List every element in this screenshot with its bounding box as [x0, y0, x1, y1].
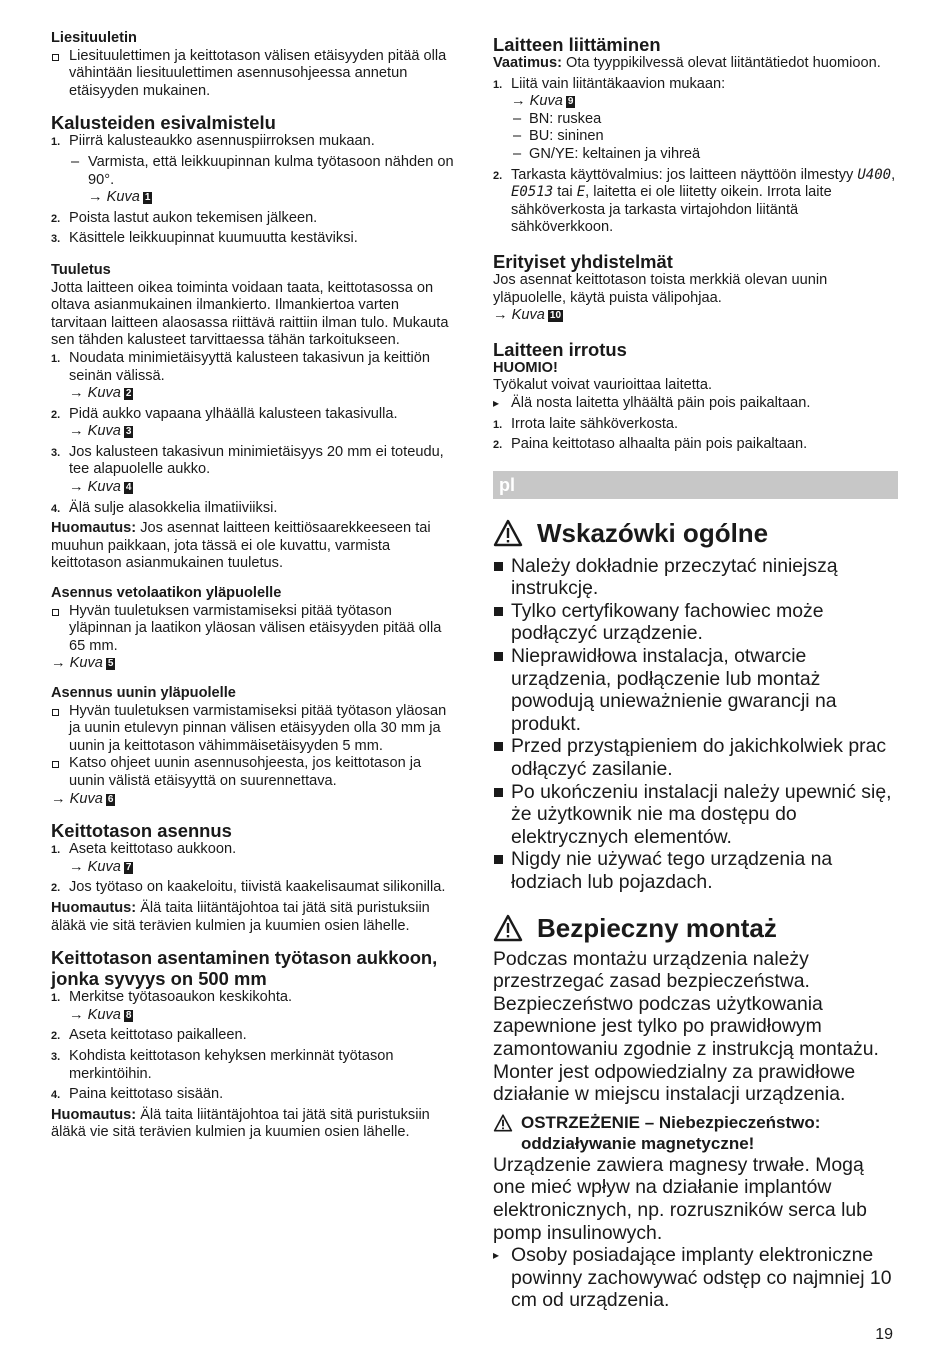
- requirement: Vaatimus: Ota tyyppikilvessä olevat liitäntätiedot huomioon.: [493, 55, 881, 71]
- section-title: Bezpieczny montaż: [493, 912, 898, 944]
- section-title: Laitteen liittäminen: [493, 34, 661, 55]
- list-item: 1. Aseta keittotaso aukkoon.: [51, 841, 237, 858]
- list-item: Hyvän tuuletuksen varmistamiseksi pitää työtason yläpinnan ja laatikon yläosan välisen etäisyyden pitää olla 65 mm.: [51, 603, 456, 656]
- list-item: 2. Tarkasta käyttövalmius: jos laitteen näyttöön ilmestyy U400, E0513 tai E, laitetta ei ole liitetty oikein. Irrota laite sähköverkosta ja tarkasta virtajohdon liitäntä sähköverkkoon.: [493, 166, 896, 236]
- warning-icon: [493, 914, 523, 942]
- list-item: Nigdy nie używać tego urządzenia na łodziach lub pojazdach.: [493, 848, 898, 893]
- action-item: ▸ Osoby posiadające implanty elektroniczne powinny zachowywać odstęp co najmniej 10 cm od urządzenia.: [493, 1244, 898, 1312]
- right-column: [493, 34, 898, 1312]
- section-title: Keittotason asentaminen työtason aukkoon, jonka syvyys on 500 mm: [51, 947, 438, 990]
- paragraph: Podczas montażu urządzenia należy przestrzegać zasad bezpieczeństwa. Bezpieczeństwo podczas użytkowania zapewnione jest tylko po prawidłowym zamontowaniu zgodnie z instrukcją montażu. Monter jest odpowiedzialny za prawidłowe działanie w miejscu instalacji urządzenia.: [493, 947, 879, 1106]
- list-item: Przed przystąpieniem do jakichkolwiek prac odłączyć zasilanie.: [493, 735, 898, 780]
- list-item: 2. Poista lastut aukon tekemisen jälkeen.: [51, 209, 318, 226]
- list-item: 4. Älä sulje alasokkelia ilmatiiviiksi.: [51, 499, 278, 516]
- list-item: 3. Kohdista keittotason kehyksen merkinnät työtason merkintöihin.: [51, 1047, 394, 1082]
- figure-ref: → Kuva 8: [69, 1006, 132, 1023]
- list-item: 3. Jos kalusteen takasivun minimietäisyys 20 mm ei toteudu, tee alapuolelle aukko.: [51, 443, 444, 478]
- action-item: ▸ Älä nosta laitetta ylhäältä päin pois paikaltaan.: [493, 395, 898, 413]
- list-item: Katso ohjeet uunin asennusohjeesta, jos keittotason ja uunin välistä etäisyyttä on suurennettava.: [51, 755, 456, 790]
- note: Huomautus: Jos asennat laitteen keittiösaarekkeeseen tai muuhun paikkaan, jota tässä ei ole kuvattu, varmista keittotason asianmukainen tuuletus.: [51, 520, 431, 572]
- list-item: 1. Irrota laite sähköverkosta.: [493, 415, 679, 432]
- section-title: Tuuletus: [51, 261, 111, 278]
- figure-ref: → Kuva 1: [88, 189, 151, 206]
- paragraph: Jotta laitteen oikea toiminta voidaan taata, keittotasossa on oltava asianmukainen ilmankierto. Ilmankiertoa varten tarvitaan laitteen alaosassa riittävä raittiin ilman tulo. Mukauta sen tähden kalusteet tarvittaessa tähän tarkoitukseen.: [51, 279, 449, 349]
- note: Huomautus: Älä taita liitäntäjohtoa tai jätä sitä puristuksiin äläkä vie sitä terävien kulmien ja kuumien osien lähelle.: [51, 899, 430, 934]
- list-item: 3. Käsittele leikkuupinnat kuumuutta kestäviksi.: [51, 230, 358, 247]
- list-item: – Varmista, että leikkuupinnan kulma työtasoon nähden on 90°.: [51, 154, 456, 189]
- language-bar: pl: [493, 471, 898, 499]
- section-title: Erityiset yhdistelmät: [493, 250, 673, 272]
- figure-ref: → Kuva 5: [51, 655, 114, 672]
- safe-install-section: [493, 948, 898, 1312]
- figure-ref: → Kuva 4: [69, 479, 132, 496]
- warning-icon: [493, 1114, 513, 1132]
- section-title: Wskazówki ogólne: [493, 517, 898, 549]
- list-item: Liesituulettimen ja keittotason välisen etäisyyden pitää olla vähintään liesituulettimen asennusohjeessa annetun etäisyyden mukainen.: [51, 48, 456, 101]
- display-code: U400: [857, 166, 892, 183]
- list-item: 2. Aseta keittotaso paikalleen.: [51, 1027, 247, 1044]
- paragraph: Urządzenie zawiera magnesy trwałe. Mogą one mieć wpływ na działanie implantów elektronicznych, np. rozruszników serca lub pomp insulinowych.: [493, 1153, 867, 1244]
- section-title: Kalusteiden esivalmistelu: [51, 112, 276, 134]
- bullet-list: [493, 555, 898, 894]
- warning-icon: [493, 519, 523, 547]
- paragraph: Jos asennat keittotason toista merkkiä olevan uunin yläpuolelle, käytä puista välipohjaa.: [493, 271, 828, 306]
- left-column: [51, 30, 456, 1142]
- page-number: 19: [875, 1326, 893, 1343]
- list-item: – BU: sininen: [493, 128, 898, 146]
- display-code: E: [576, 184, 586, 201]
- warning-heading: OSTRZEŻENIE – Niebezpieczeństwo: oddziaływanie magnetyczne!: [493, 1112, 898, 1154]
- list-item: Tylko certyfikowany fachowiec może podłączyć urządzenie.: [493, 600, 898, 645]
- list-item: 2. Pidä aukko vapaana ylhäällä kalusteen takasivulla.: [51, 405, 398, 422]
- figure-ref: → Kuva 10: [493, 307, 562, 324]
- caution-label: HUOMIO!: [493, 359, 558, 376]
- figure-ref: → Kuva 2: [69, 385, 132, 402]
- list-item: 1. Merkitse työtasoaukon keskikohta.: [51, 989, 293, 1006]
- list-item: Należy dokładnie przeczytać niniejszą instrukcję.: [493, 555, 898, 600]
- figure-ref: → Kuva 3: [69, 423, 132, 440]
- list-item: 4. Paina keittotaso sisään.: [51, 1086, 224, 1103]
- figure-ref: → Kuva 9: [511, 93, 574, 110]
- list-item: 1. Piirrä kalusteaukko asennuspiirroksen mukaan.: [51, 133, 375, 150]
- list-item: – BN: ruskea: [493, 111, 898, 129]
- section-title: Liesituuletin: [51, 30, 137, 46]
- list-item: Po ukończeniu instalacji należy upewnić się, że użytkownik nie ma dostępu do elektrycznych elementów.: [493, 781, 898, 849]
- list-item: 2. Paina keittotaso alhaalta päin pois paikaltaan.: [493, 436, 808, 453]
- paragraph: Työkalut voivat vaurioittaa laitetta.: [493, 377, 713, 394]
- list-item: – GN/YE: keltainen ja vihreä: [493, 146, 898, 164]
- section-title: Asennus uunin yläpuolelle: [51, 685, 236, 701]
- list-item: 1. Liitä vain liitäntäkaavion mukaan:: [493, 75, 726, 92]
- note: Huomautus: Älä taita liitäntäjohtoa tai jätä sitä puristuksiin äläkä vie sitä terävien kulmien ja kuumien osien lähelle.: [51, 1106, 430, 1141]
- display-code: E0513: [511, 184, 554, 201]
- list-item: Nieprawidłowa instalacja, otwarcie urządzenia, podłączenie lub montaż powodują unieważnienie gwarancji na produkt.: [493, 645, 898, 735]
- section-title: Keittotason asennus: [51, 820, 232, 842]
- list-item: Hyvän tuuletuksen varmistamiseksi pitää työtason yläosan ja uunin etulevyn pinnan välisen etäisyyden olla 30 mm ja uunin ja keittotason vähimmäisetäisyyden 5 mm.: [51, 703, 456, 756]
- section-title: Asennus vetolaatikon yläpuolelle: [51, 585, 282, 602]
- list-item: 2. Jos työtaso on kaakeloitu, tiivistä kaakelisaumat silikonilla.: [51, 879, 446, 896]
- list-item: 1. Noudata minimietäisyyttä kalusteen takasivun ja keittiön seinän välissä.: [51, 349, 430, 384]
- figure-ref: → Kuva 7: [69, 858, 132, 875]
- section-title: Laitteen irrotus: [493, 338, 627, 360]
- figure-ref: → Kuva 6: [51, 790, 114, 807]
